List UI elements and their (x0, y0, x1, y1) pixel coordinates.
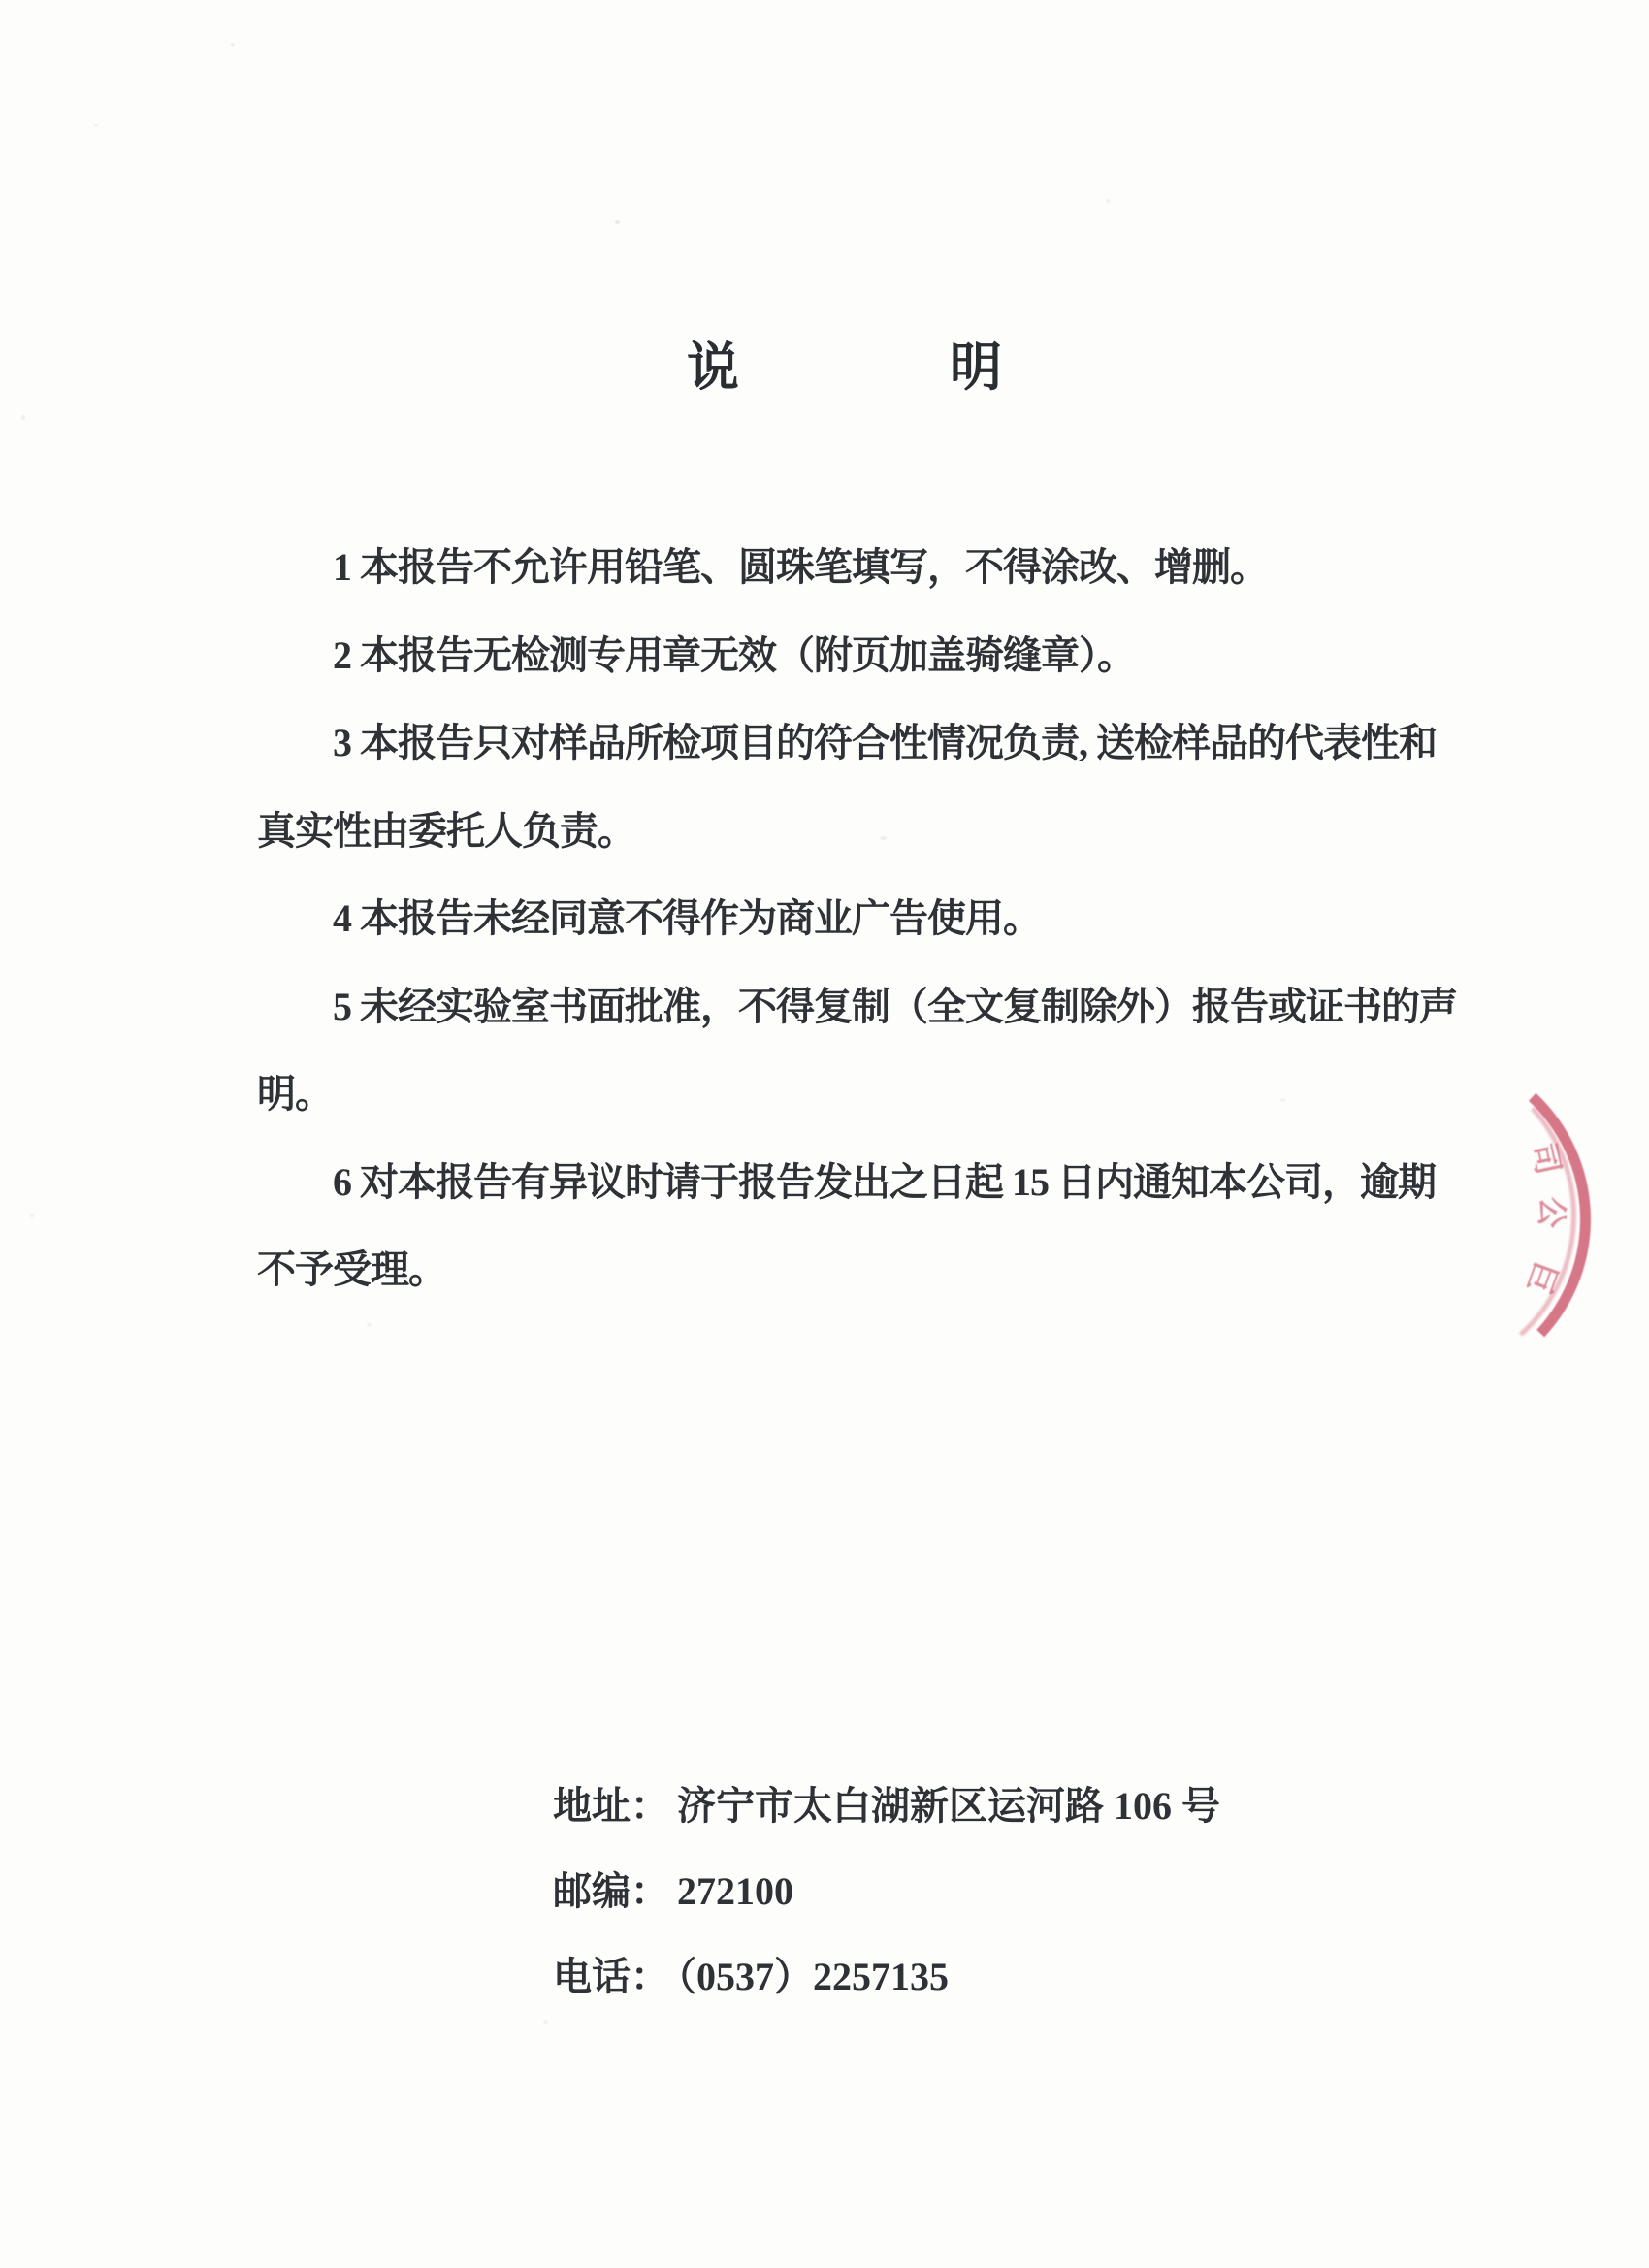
seal-character-fragment: 巨 (1520, 1257, 1565, 1299)
postcode-value: 272100 (677, 1869, 793, 1913)
note-line-continuation: 不予受理。 (257, 1247, 446, 1291)
notes-section (257, 524, 1508, 1314)
phone-label: 电话： (553, 1955, 669, 1998)
scan-speck (615, 220, 620, 224)
address-value: 济宁市太白湖新区运河路 106 号 (677, 1784, 1220, 1828)
phone-line (553, 1934, 1220, 2020)
scan-speck (1106, 199, 1111, 203)
scan-speck (543, 2020, 548, 2024)
scan-speck (30, 1214, 34, 1217)
note-line-continuation: 真实性由委托人负责。 (257, 808, 635, 853)
seal-character-fragment: 公 (1533, 1195, 1571, 1230)
page-title: 说明 (687, 339, 1212, 398)
contact-block (553, 1764, 1220, 2020)
note-line: 3 本报告只对样品所检项目的符合性情况负责, 送检样品的代表性和 (333, 721, 1437, 764)
note-line: 4 本报告未经同意不得作为商业广告使用。 (333, 896, 1041, 940)
phone-value: （0537）2257135 (677, 1955, 949, 1998)
scan-speck (1280, 1098, 1286, 1102)
scan-speck (367, 1323, 372, 1327)
scan-speck (231, 43, 235, 47)
seal-character-fragment: 司 (1526, 1140, 1567, 1178)
postcode-line (553, 1849, 1220, 1934)
scan-speck (94, 124, 98, 127)
note-line: 6 对本报告有异议时请于报告发出之日起 15 日内通知本公司，逾期 (333, 1159, 1436, 1204)
note-line: 2 本报告无检测专用章无效（附页加盖骑缝章）。 (333, 632, 1135, 677)
address-line (553, 1764, 1220, 1849)
address-label: 地址： (553, 1784, 669, 1828)
note-line: 5 未经实验室书面批准，不得复制（全文复制除外）报告或证书的声 (333, 984, 1457, 1028)
postcode-label: 邮编： (553, 1869, 669, 1913)
note-line-continuation: 明。 (257, 1072, 333, 1116)
scan-speck (880, 836, 887, 840)
scan-speck (21, 415, 25, 420)
note-line: 1 本报告不允许用铅笔、圆珠笔填写，不得涂改、增删。 (333, 545, 1268, 589)
